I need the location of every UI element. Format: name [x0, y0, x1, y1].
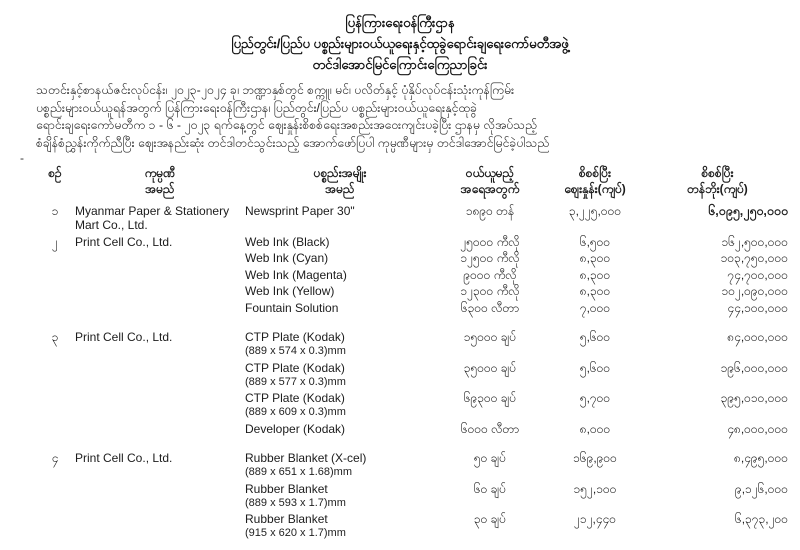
- group-gap: [35, 438, 790, 451]
- item-name: Web Ink (Magenta): [245, 267, 347, 282]
- quantity: ၁၂၃၀၀ ကီလို: [460, 284, 520, 298]
- row-number: [35, 512, 75, 540]
- col-header-company: ကုမ္ပဏီ အမည်: [144, 166, 176, 196]
- unit-price: ၁၆၉,၉၀၀: [573, 451, 617, 465]
- row-number: ၂: [52, 234, 58, 249]
- col-header-no: [35, 166, 75, 197]
- quantity: ၁၈၉၀ တန်: [465, 204, 515, 218]
- unit-price: ၈,၃၀၀: [579, 251, 611, 265]
- unit-price: ၇,၀၀၀: [579, 300, 611, 315]
- company-name: Print Cell Co., Ltd.: [75, 234, 173, 249]
- col-header-item: ပစ္စည်းအမျိုး အမည်: [313, 166, 367, 196]
- quantity: ၆၃၀၀ လီတာ: [460, 300, 520, 315]
- item-name: Rubber Blanket: [245, 481, 328, 496]
- company-name: [75, 512, 245, 540]
- quantity: ၉၀၀၀ ကီလို: [463, 267, 517, 282]
- quantity: ၁၅၀၀၀ ချပ်: [463, 330, 517, 344]
- item-cell: [245, 482, 435, 510]
- intro-line-1: သတင်းနှင့်စာနယ်ဇင်းလုပ်ငန်း၊ ၂၀၂၃-၂၀၂၄ ခု၊ ဘဏ္ဍာနှစ်တွင် စက္ကူ၊ မင်၊ ပလိတ်နှင့် ပုံနှိပ်လုပ်ငန်းသုံးကုန်ကြမ်း: [36, 83, 515, 97]
- item-cell: [245, 391, 435, 419]
- item-cell: [245, 301, 435, 315]
- total-value: ၉,၁၂၆,၀၀၀: [734, 481, 788, 496]
- row-number: [35, 251, 75, 265]
- unit-price: ၁၅၂,၁၀၀: [573, 481, 617, 496]
- item-dimensions: (889 x 593 x 1.7)mm: [245, 496, 346, 509]
- table-row: [35, 451, 790, 479]
- unit-price: ၃,၂၂၅,၀၀၀: [568, 204, 622, 218]
- row-number: [35, 361, 75, 389]
- total-value: ၈၄,၀၀၀,၀၀၀: [727, 330, 788, 344]
- intro-line-2: ပစ္စည်းများဝယ်ယူရန်အတွက် ပြန်ကြားရေးဝန်ကြီးဌာန၊ ပြည်တွင်း/ပြည်ပ ပစ္စည်းများဝယ်ယူရေးနှင့်ထုခွဲ: [36, 100, 478, 115]
- company-name: Print Cell Co., Ltd.: [75, 330, 173, 344]
- total-value: ၁၀၂,၀၉၀,၀၀၀: [721, 284, 788, 298]
- item-name: Rubber Blanket: [245, 512, 328, 526]
- table-row: [35, 512, 790, 540]
- row-number: [35, 391, 75, 419]
- item-cell: [245, 422, 435, 436]
- table-row: [35, 361, 790, 389]
- unit-price: ၈,၃၀၀: [579, 284, 611, 298]
- total-value: ၆,၃၇၃,၂၀၀: [734, 512, 788, 526]
- item-name: Fountain Solution: [245, 300, 339, 315]
- table-row: [35, 482, 790, 510]
- quantity: ၁၂၅၀၀ ကီလို: [460, 251, 520, 265]
- row-number: [35, 268, 75, 282]
- intro-paragraph: [36, 82, 774, 152]
- item-cell: [245, 235, 435, 249]
- table-header-row: [35, 166, 790, 197]
- table-row: [35, 330, 790, 358]
- row-number: [35, 301, 75, 315]
- row-number: [35, 284, 75, 298]
- total-value: ၁၀၃,၇၅၀,၀၀၀: [720, 251, 788, 265]
- quantity: ၂၅၀၀၀ ကီလို: [460, 234, 520, 249]
- col-header-no-line1: စဉ်: [48, 166, 62, 180]
- unit-price: ၅,၇၀၀: [579, 391, 611, 405]
- table-row: [35, 301, 790, 315]
- company-name: [75, 301, 245, 315]
- item-name: CTP Plate (Kodak): [245, 360, 345, 375]
- item-cell: [245, 361, 435, 389]
- col-header-quantity: ဝယ်ယူမည့် အရေအတွက်: [460, 166, 520, 196]
- unit-price: ၆,၅၀၀: [579, 234, 611, 249]
- group-gap: [35, 317, 790, 330]
- table-row: [35, 204, 790, 232]
- total-value: ၄၈,၀၀၀,၀၀၀: [727, 421, 788, 436]
- item-dimensions: (889 x 651 x 1.68)mm: [245, 466, 352, 478]
- item-name: Developer (Kodak): [245, 421, 346, 436]
- item-dimensions: (915 x 620 x 1.7)mm: [245, 527, 346, 539]
- total-value: ၇၄,၇၀၀,၀၀၀: [727, 267, 788, 282]
- item-name: Web Ink (Yellow): [245, 284, 335, 298]
- company-name: Print Cell Co., Ltd.: [75, 451, 173, 465]
- trailing-dash: -: [20, 151, 24, 165]
- item-dimensions: (889 x 609 x 0.3)mm: [245, 406, 346, 418]
- quantity: ၆၉၃၀၀ ချပ်: [463, 391, 517, 405]
- unit-price: ၅,၆၀၀: [579, 330, 611, 344]
- company-name: [75, 268, 245, 282]
- quantity: ၃၅၀၀၀ ချပ်: [463, 360, 517, 375]
- item-dimensions: (889 x 574 x 0.3)mm: [245, 345, 346, 357]
- item-name: Newsprint Paper 30": [245, 204, 355, 218]
- table-row: [35, 251, 790, 265]
- quantity: ၅၀ ချပ်: [473, 451, 507, 465]
- total-value: ၆,၀၉၅,၂၅၀,၀၀၀: [708, 204, 788, 218]
- unit-price: ၅,၆၀၀: [579, 360, 611, 375]
- row-number: [35, 422, 75, 436]
- unit-price: ၂၁၂,၄၄၀: [573, 512, 617, 526]
- total-value: ၁၆၂,၅၀၀,၀၀၀: [721, 234, 788, 249]
- item-name: Web Ink (Black): [245, 234, 330, 249]
- item-cell: [245, 251, 435, 265]
- table-row: [35, 422, 790, 436]
- item-name: CTP Plate (Kodak): [245, 330, 345, 344]
- company-name: [75, 422, 245, 436]
- item-name: Web Ink (Cyan): [245, 251, 329, 265]
- table-row: [35, 235, 790, 249]
- committee-title: ပြည်တွင်း/ပြည်ပ ပစ္စည်းများဝယ်ယူရေးနှင့်ထုခွဲရောင်းချရေးကော်မတီအဖွဲ့: [231, 36, 569, 51]
- quantity: ၃၀ ချပ်: [473, 512, 507, 526]
- total-value: ၁၉၆,၀၀၀,၀၀၀: [720, 360, 788, 375]
- table-body: [35, 204, 790, 540]
- row-number: [35, 482, 75, 510]
- unit-price: ၈,၃၀၀: [579, 267, 611, 282]
- intro-line-4: စံချိန်စံညွှန်းကိုက်ညီပြီး ဈေးအနည်းဆုံး တင်ဒါတင်သွင်းသည့် အောက်ဖော်ပြပါ ကုမ္ပဏီများမှ တင်ဒါအောင်မြင်ခဲ့ပါသည်: [36, 135, 550, 150]
- table-row: [35, 268, 790, 282]
- company-name: [75, 391, 245, 419]
- row-number: ၁: [51, 204, 59, 218]
- document-header: [0, 0, 800, 75]
- row-number: ၃: [51, 330, 59, 344]
- tender-table: [0, 166, 800, 540]
- total-value: ၄၄,၁၀၀,၀၀၀: [727, 300, 788, 315]
- table-row: [35, 391, 790, 419]
- item-cell: [245, 512, 435, 540]
- col-header-price: စိစစ်ပြီး ဈေးနှုန်း(ကျပ်): [564, 166, 626, 196]
- company-name: Myanmar Paper & Stationery Mart Co., Ltd.: [75, 204, 230, 232]
- quantity: ၆၀၀၀ လီတာ: [460, 421, 520, 436]
- announcement-title: တင်ဒါအောင်မြင်ကြောင်းကြေညာခြင်း: [312, 57, 488, 72]
- company-name: [75, 482, 245, 510]
- total-value: ၈,၄၉၅,၀၀၀: [733, 451, 788, 465]
- item-cell: [245, 330, 435, 358]
- item-dimensions: (889 x 577 x 0.3)mm: [245, 375, 346, 388]
- item-name: CTP Plate (Kodak): [245, 391, 345, 405]
- col-header-value: စိစစ်ပြီး တန်ဘိုး(ကျပ်): [687, 166, 748, 196]
- unit-price: ၈,၀၀၀: [579, 421, 611, 436]
- intro-line-3: ရောင်းချရေးကော်မတီက ၁ - ၆ - ၂၀၂၃ ရက်နေ့တွင် ဈေးနှုန်းစိစစ်ရေးအစည်းအဝေးကျင်းပခဲ့ပြီး ဌာနမှ လိုအပ်သည့်: [36, 118, 537, 132]
- company-name: [75, 284, 245, 298]
- item-cell: [245, 204, 435, 232]
- quantity: ၆၀ ချပ်: [473, 481, 507, 496]
- item-cell: [245, 268, 435, 282]
- company-name: [75, 251, 245, 265]
- table-row: [35, 284, 790, 298]
- company-name: [75, 361, 245, 389]
- row-number: ၄: [51, 451, 59, 465]
- item-cell: [245, 451, 435, 479]
- ministry-title: ပြန်ကြားရေးဝန်ကြီးဌာန: [345, 15, 455, 30]
- item-cell: [245, 284, 435, 298]
- item-name: Rubber Blanket (X-cel): [245, 451, 367, 465]
- total-value: ၃၉၅,၀၁၀,၀၀၀: [720, 391, 788, 405]
